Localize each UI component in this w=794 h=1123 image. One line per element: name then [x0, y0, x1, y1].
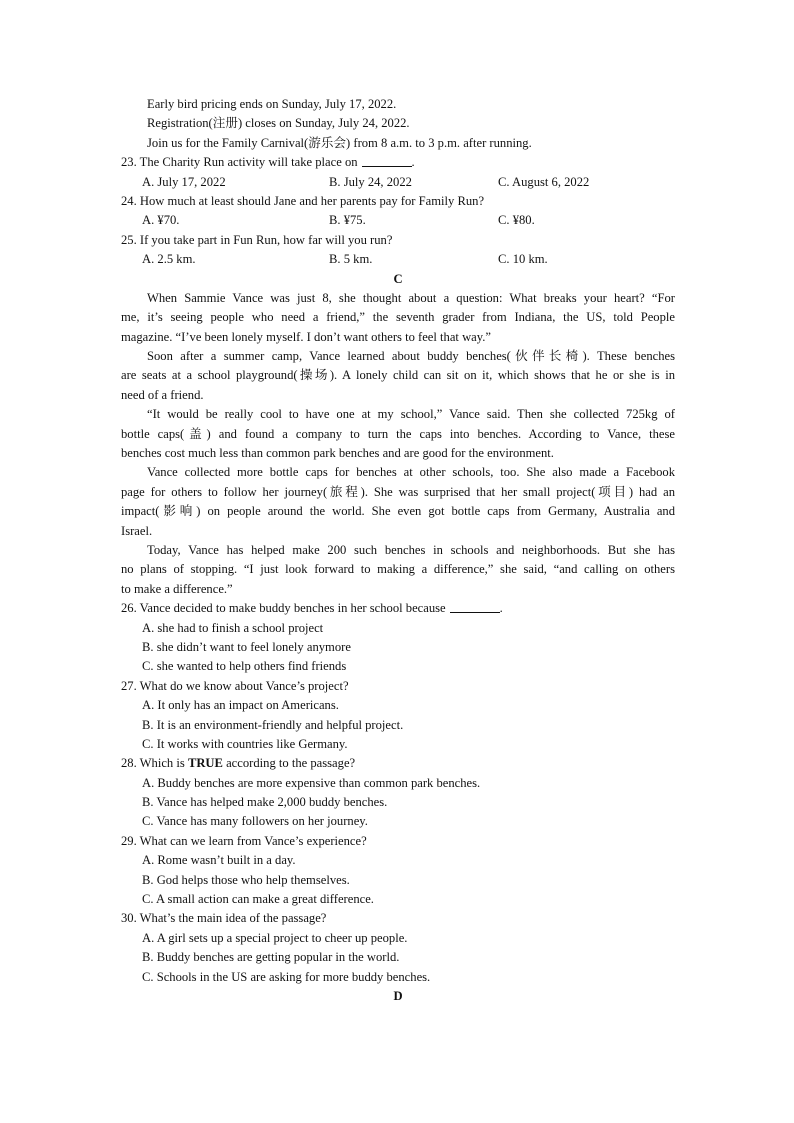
option-a: A. Rome wasn’t built in a day. — [142, 853, 296, 868]
question-24: 24. How much at least should Jane and her parents pay for Family Run? — [121, 193, 485, 208]
option-a: A. she had to finish a school project — [142, 620, 324, 635]
paragraph-3: “It would be really cool to have one at my school,” Vance said. Then she collected 725kg of bottle caps(盖) and found a company to turn the caps into benches. According to Vance, these benches cost much less than common park benches and are good for the environment. — [121, 407, 675, 461]
option-c: C. 10 km. — [498, 252, 548, 267]
option-b: B. July 24, 2022 — [329, 174, 412, 189]
exam-page — [121, 95, 675, 1006]
option-c: C. ¥80. — [498, 213, 535, 228]
option-a: A. ¥70. — [142, 213, 180, 228]
option-a: A. A girl sets up a special project to cheer up people. — [142, 930, 408, 945]
option-b: B. Buddy benches are getting popular in the world. — [142, 950, 400, 965]
option-a: A. July 17, 2022 — [142, 174, 226, 189]
option-c: C. Vance has many followers on her journey. — [142, 814, 368, 829]
answer-blank — [362, 154, 412, 167]
question-28: 28. Which is TRUE according to the passage? — [121, 756, 356, 771]
option-b: B. ¥75. — [329, 213, 366, 228]
options-24 — [121, 211, 675, 230]
option-c: C. August 6, 2022 — [498, 174, 590, 189]
notice-line: Early bird pricing ends on Sunday, July 17, 2022. — [147, 97, 397, 111]
notice-line: Join us for the Family Carnival(游乐会) from 8 a.m. to 3 p.m. after running. — [147, 135, 532, 150]
option-a: A. Buddy benches are more expensive than common park benches. — [142, 775, 481, 790]
option-a: A. 2.5 km. — [142, 252, 196, 267]
question-23: 23. The Charity Run activity will take place on . — [121, 155, 415, 170]
option-c: C. she wanted to help others find friends — [142, 659, 347, 674]
option-c: C. It works with countries like Germany. — [142, 736, 348, 751]
question-25: 25. If you take part in Fun Run, how far will you run? — [121, 232, 393, 247]
question-29: 29. What can we learn from Vance’s experience? — [121, 833, 367, 848]
option-a: A. It only has an impact on Americans. — [142, 698, 339, 713]
answer-blank — [450, 600, 500, 613]
paragraph-1: When Sammie Vance was just 8, she thought about a question: What breaks your heart? “For me, it’s seeing people who need a friend,” the seventh grader from Indiana, the US, told People magazine. “I’ve been lonely myself. I don’t want others to feel that way.” — [121, 290, 675, 344]
option-c: C. Schools in the US are asking for more buddy benches. — [142, 969, 431, 984]
options-23 — [121, 173, 675, 192]
notice-line: Registration(注册) closes on Sunday, July 24, 2022. — [147, 116, 410, 131]
question-30: 30. What’s the main idea of the passage? — [121, 911, 327, 926]
option-b: B. Vance has helped make 2,000 buddy benches. — [142, 795, 388, 810]
paragraph-2: Soon after a summer camp, Vance learned about buddy benches(伙伴长椅). These benches are seats at a school playground(操场). A lonely child can sit on it, which shows that he or she is in need of a friend. — [121, 349, 675, 402]
section-heading-d: D — [393, 988, 403, 1003]
question-26: 26. Vance decided to make buddy benches in her school because . — [121, 601, 503, 616]
options-25 — [121, 250, 675, 269]
option-c: C. A small action can make a great difference. — [142, 892, 374, 907]
option-b: B. God helps those who help themselves. — [142, 872, 350, 887]
section-heading-c: C — [393, 271, 403, 286]
paragraph-4: Vance collected more bottle caps for benches at other schools, too. She also made a Facebook page for others to follow her journey(旅程). She was surprised that her small project(项目) had an impact(影响) on people around the world. She even got bottle caps from Germany, Australia and Israel. — [121, 465, 675, 538]
question-27: 27. What do we know about Vance’s project? — [121, 678, 349, 693]
option-b: B. she didn’t want to feel lonely anymore — [142, 639, 351, 654]
option-b: B. It is an environment-friendly and helpful project. — [142, 717, 404, 732]
paragraph-5: Today, Vance has helped make 200 such benches in schools and neighborhoods. But she has no plans of stopping. “I just look forward to making a difference,” she said, “and calling on others to make a difference.” — [121, 542, 675, 596]
option-b: B. 5 km. — [329, 252, 373, 267]
